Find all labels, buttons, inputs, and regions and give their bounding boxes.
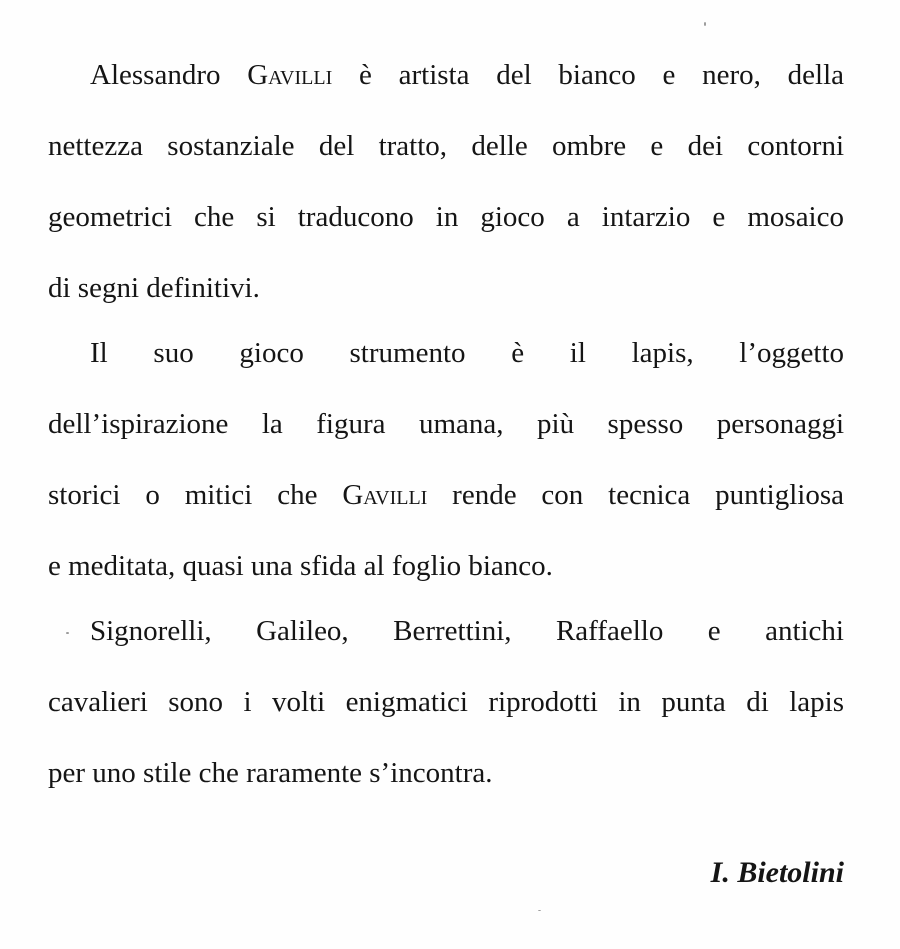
artist-name: Gavilli: [247, 59, 333, 91]
text-line: dell’ispirazione la figura umana, più spesso personaggi: [48, 408, 844, 440]
text-line: geometrici che si traducono in gioco a intarzio e mosaico: [48, 201, 844, 233]
artist-name: Gavilli: [342, 479, 428, 511]
text-line: Il suo gioco strumento è il lapis, l’oggetto: [90, 337, 844, 369]
paragraph-2: [48, 318, 844, 602]
text-line: e meditata, quasi una sfida al foglio bianco.: [48, 550, 553, 582]
text-line: cavalieri sono i volti enigmatici riprodotti in punta di lapis: [48, 686, 844, 718]
paragraph-1: [48, 40, 844, 324]
text-line: Signorelli, Galileo, Berrettini, Raffaello e antichi: [90, 615, 844, 647]
scan-speck: [538, 910, 541, 911]
paragraph-3: [48, 596, 844, 809]
scan-speck: [704, 22, 706, 26]
text-line: Alessandro Gavilli è artista del bianco e nero, della: [90, 59, 844, 91]
scan-speck: [66, 632, 69, 634]
text-line: di segni definitivi.: [48, 272, 260, 304]
text-line: storici o mitici che Gavilli rende con tecnica puntigliosa: [48, 479, 845, 511]
text-line: nettezza sostanziale del tratto, delle ombre e dei contorni: [48, 130, 844, 162]
author-signature: I. Bietolini: [710, 856, 844, 889]
text-line: per uno stile che raramente s’incontra.: [48, 757, 493, 789]
